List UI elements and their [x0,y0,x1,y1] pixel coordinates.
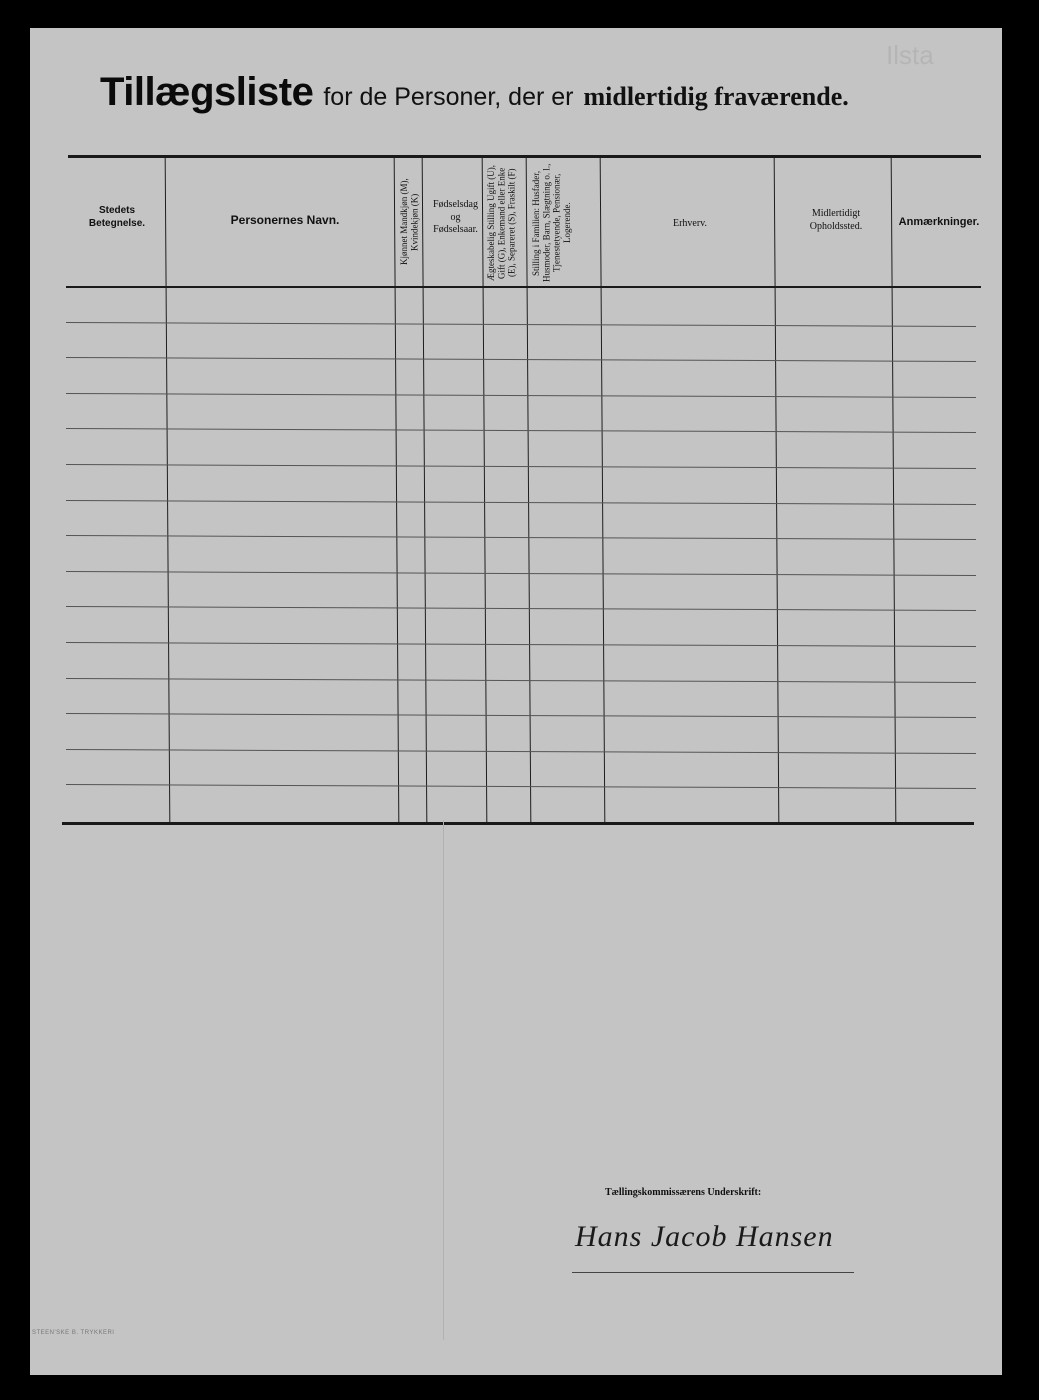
table-top-rule [68,155,981,158]
signature-label: Tællingskommissærens Underskrift: [605,1187,762,1198]
header-ophold: Midlertidigt Opholdssted. [809,208,863,232]
printer-mark: STEEN'SKE B. TRYKKERI [32,1330,115,1336]
header-bottom-rule [66,286,981,288]
signature: Hans Jacob Hansen [575,1220,834,1253]
fold-line [443,820,444,1340]
title-main: Tillægsliste [100,70,314,114]
header-fodsel: Fødselsdag og Fødselsaar. [433,199,478,235]
title-mid: for de Personer, der er [323,83,574,111]
header-anm: Anmærkninger. [898,216,980,228]
corner-pencil-note: Ilsta [886,40,934,70]
header-kjon: Kjønnet Mandkjøn (M), Kvindekjøn (K) [399,178,420,266]
table-bottom-rule [62,822,974,825]
title-bold: midlertidig fraværende. [583,82,849,111]
header-aegte: Ægteskabelig Stilling Ugift (U), Gift (G), Enkemand eller Enke (E), Separeret (S), Fraskilt (F) [486,165,517,281]
header-stilling: Stilling i Familien: Husfader, Husmoder, Barn, Slægtning o. l., Tjenestetyende, Pensionær, Logerende. [531,163,573,283]
header-navn: Personernes Navn. [230,213,340,227]
header-erhverv: Erhverv. [672,218,708,229]
form-title [100,70,960,116]
signature-line [572,1272,854,1273]
header-stedets: Stedets Betegnelse. [88,205,146,229]
